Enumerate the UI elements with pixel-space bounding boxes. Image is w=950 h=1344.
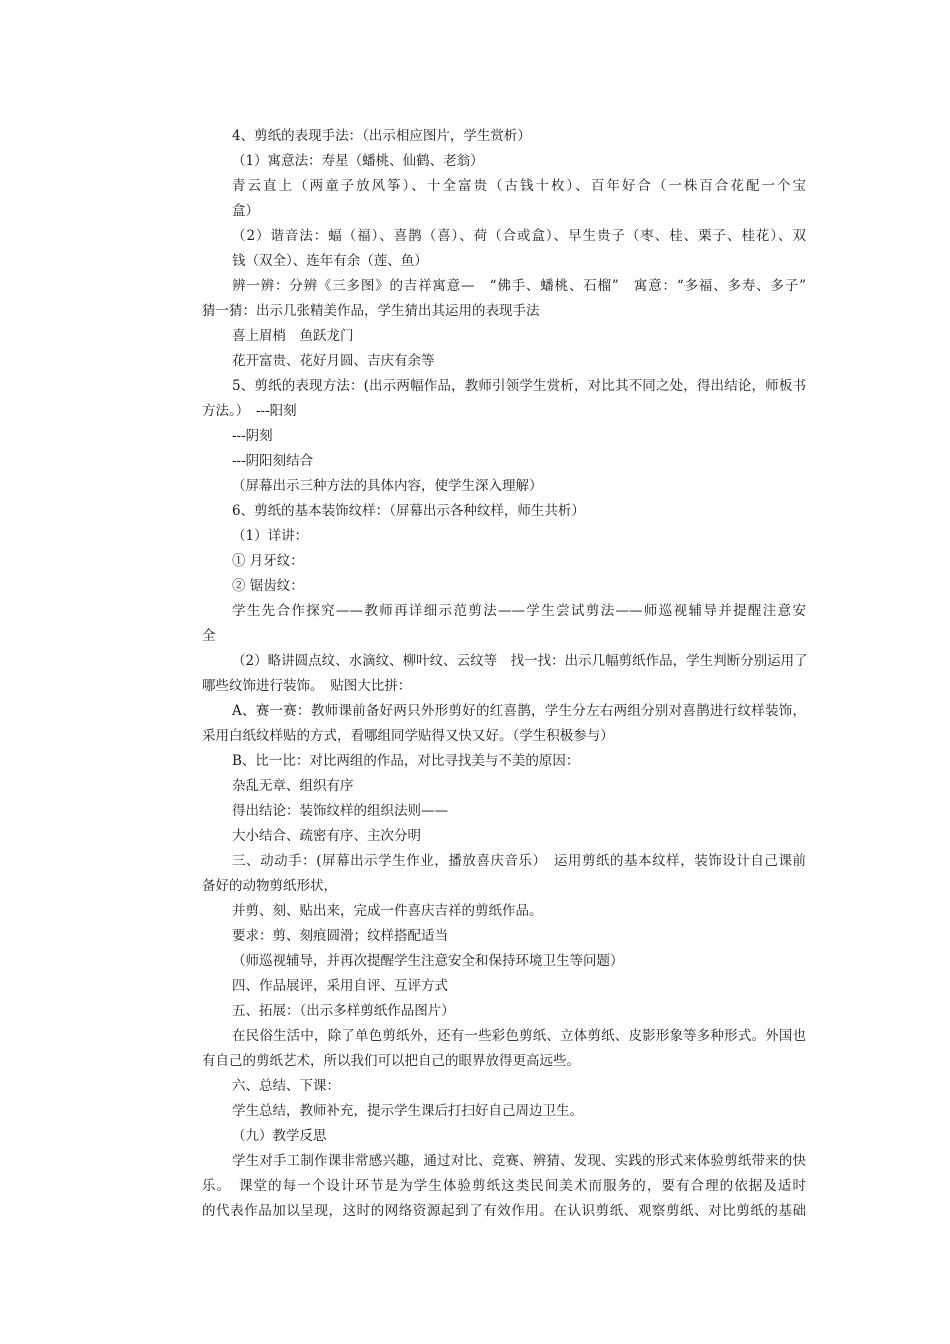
text-line: 乐。 课堂的每一个设计环节是为学生体验剪纸这类民间美术而服务的，要有合理的依据及适时	[202, 1178, 806, 1194]
text-line: 有自己的剪纸艺术，所以我们可以把自己的眼界放得更高远些。	[202, 1053, 580, 1069]
text-line: 花开富贵、花好月圆、吉庆有余等	[232, 353, 435, 369]
text-line: 四、作品展评，采用自评、互评方式	[232, 978, 448, 994]
text-line: 并剪、刻、贴出来，完成一件喜庆吉祥的剪纸作品。	[232, 903, 543, 919]
text-line: 在民俗生活中，除了单色剪纸外，还有一些彩色剪纸、立体剪纸、皮影形象等多种形式。外国也	[232, 1028, 806, 1044]
text-line: 6、剪纸的基本装饰纹样：（屏幕出示各种纹样，师生共析）	[232, 503, 585, 519]
text-line: 的代表作品加以呈现，这时的网络资源起到了有效作用。在认识剪纸、观察剪纸、对比剪纸的基础	[202, 1203, 806, 1219]
text-line: （师巡视辅导，并再次提醒学生注意安全和保持环境卫生等问题）	[232, 953, 624, 969]
text-line: 备好的动物剪纸形状，	[202, 878, 337, 894]
text-line: 全	[202, 628, 216, 644]
text-line: （屏幕出示三种方法的具体内容，使学生深入理解）	[232, 478, 543, 494]
text-line: ---阴刻	[232, 428, 273, 444]
text-line: 辨一辨：分辨《三多图》的吉祥寓意— “佛手、蟠桃、石榴” 寓意：“多福、多寿、多子”	[232, 278, 806, 294]
text-line: 采用白纸纹样贴的方式，看哪组同学贴得又快又好。（学生积极参与）	[202, 728, 614, 744]
text-line: （2）略讲圆点纹、水滴纹、柳叶纹、云纹等 找一找：出示几幅剪纸作品，学生判断分别运用了	[232, 653, 808, 669]
text-line: 5、剪纸的表现方法：(出示两幅作品，教师引领学生赏析，对比其不同之处，得出结论，师板书	[232, 378, 806, 394]
text-line: 青云直上（两童子放风筝）、十全富贵（古钱十枚）、百年好合（一株百合花配一个宝	[232, 178, 806, 194]
text-line: B、比一比：对比两组的作品，对比寻找美与不美的原因：	[232, 753, 580, 769]
text-line: 方法。） ---阳刻	[202, 403, 297, 419]
text-line: A、赛一赛：教师课前备好两只外形剪好的红喜鹊，学生分左右两组分别对喜鹊进行纹样装饰，	[232, 703, 806, 719]
text-line: ② 锯齿纹：	[232, 578, 304, 594]
text-line: 杂乱无章、组织有序	[232, 778, 354, 794]
text-line: 要求：剪、刻痕圆滑；纹样搭配适当	[232, 928, 448, 944]
text-line: 学生对手工制作课非常感兴趣，通过对比、竞赛、辨猜、发现、实践的形式来体验剪纸带来的快	[232, 1153, 806, 1169]
text-line: 五、拓展：（出示多样剪纸作品图片）	[232, 1003, 455, 1019]
text-line: 钱（双全）、连年有余（莲、鱼）	[232, 253, 428, 269]
text-line: 喜上眉梢 鱼跃龙门	[232, 328, 354, 344]
text-line: （1）详讲：	[232, 528, 309, 544]
text-line: 哪些纹饰进行装饰。 贴图大比拼：	[202, 678, 412, 694]
text-line: ① 月牙纹：	[232, 553, 304, 569]
text-line: 大小结合、疏密有序、主次分明	[232, 828, 421, 844]
text-line: （九）教学反思	[232, 1128, 327, 1144]
text-line: 4、剪纸的表现手法：（出示相应图片，学生赏析）	[232, 128, 531, 144]
text-line: 盒）	[232, 203, 259, 219]
text-line: 六、总结、下课：	[232, 1078, 340, 1094]
text-line: 三、动动手：(屏幕出示学生作业，播放喜庆音乐） 运用剪纸的基本纹样，装饰设计自己课前	[232, 853, 806, 869]
text-line: 学生总结，教师补充，提示学生课后打扫好自己周边卫生。	[232, 1103, 583, 1119]
text-line: 得出结论：装饰纹样的组织法则——	[232, 803, 448, 819]
text-line: 学生先合作探究——教师再详细示范剪法——学生尝试剪法——师巡视辅导并提醒注意安	[232, 603, 806, 619]
text-line: （2）谐音法：蝠（福）、喜鹊（喜）、荷（合或盒）、早生贵子（枣、桂、栗子、桂花）、双	[232, 228, 806, 244]
text-line: 猜一猜：出示几张精美作品，学生猜出其运用的表现手法	[202, 303, 540, 319]
text-line: （1）寓意法：寿星（蟠桃、仙鹤、老翁）	[232, 153, 484, 169]
text-line: ---阴阳刻结合	[232, 453, 314, 469]
